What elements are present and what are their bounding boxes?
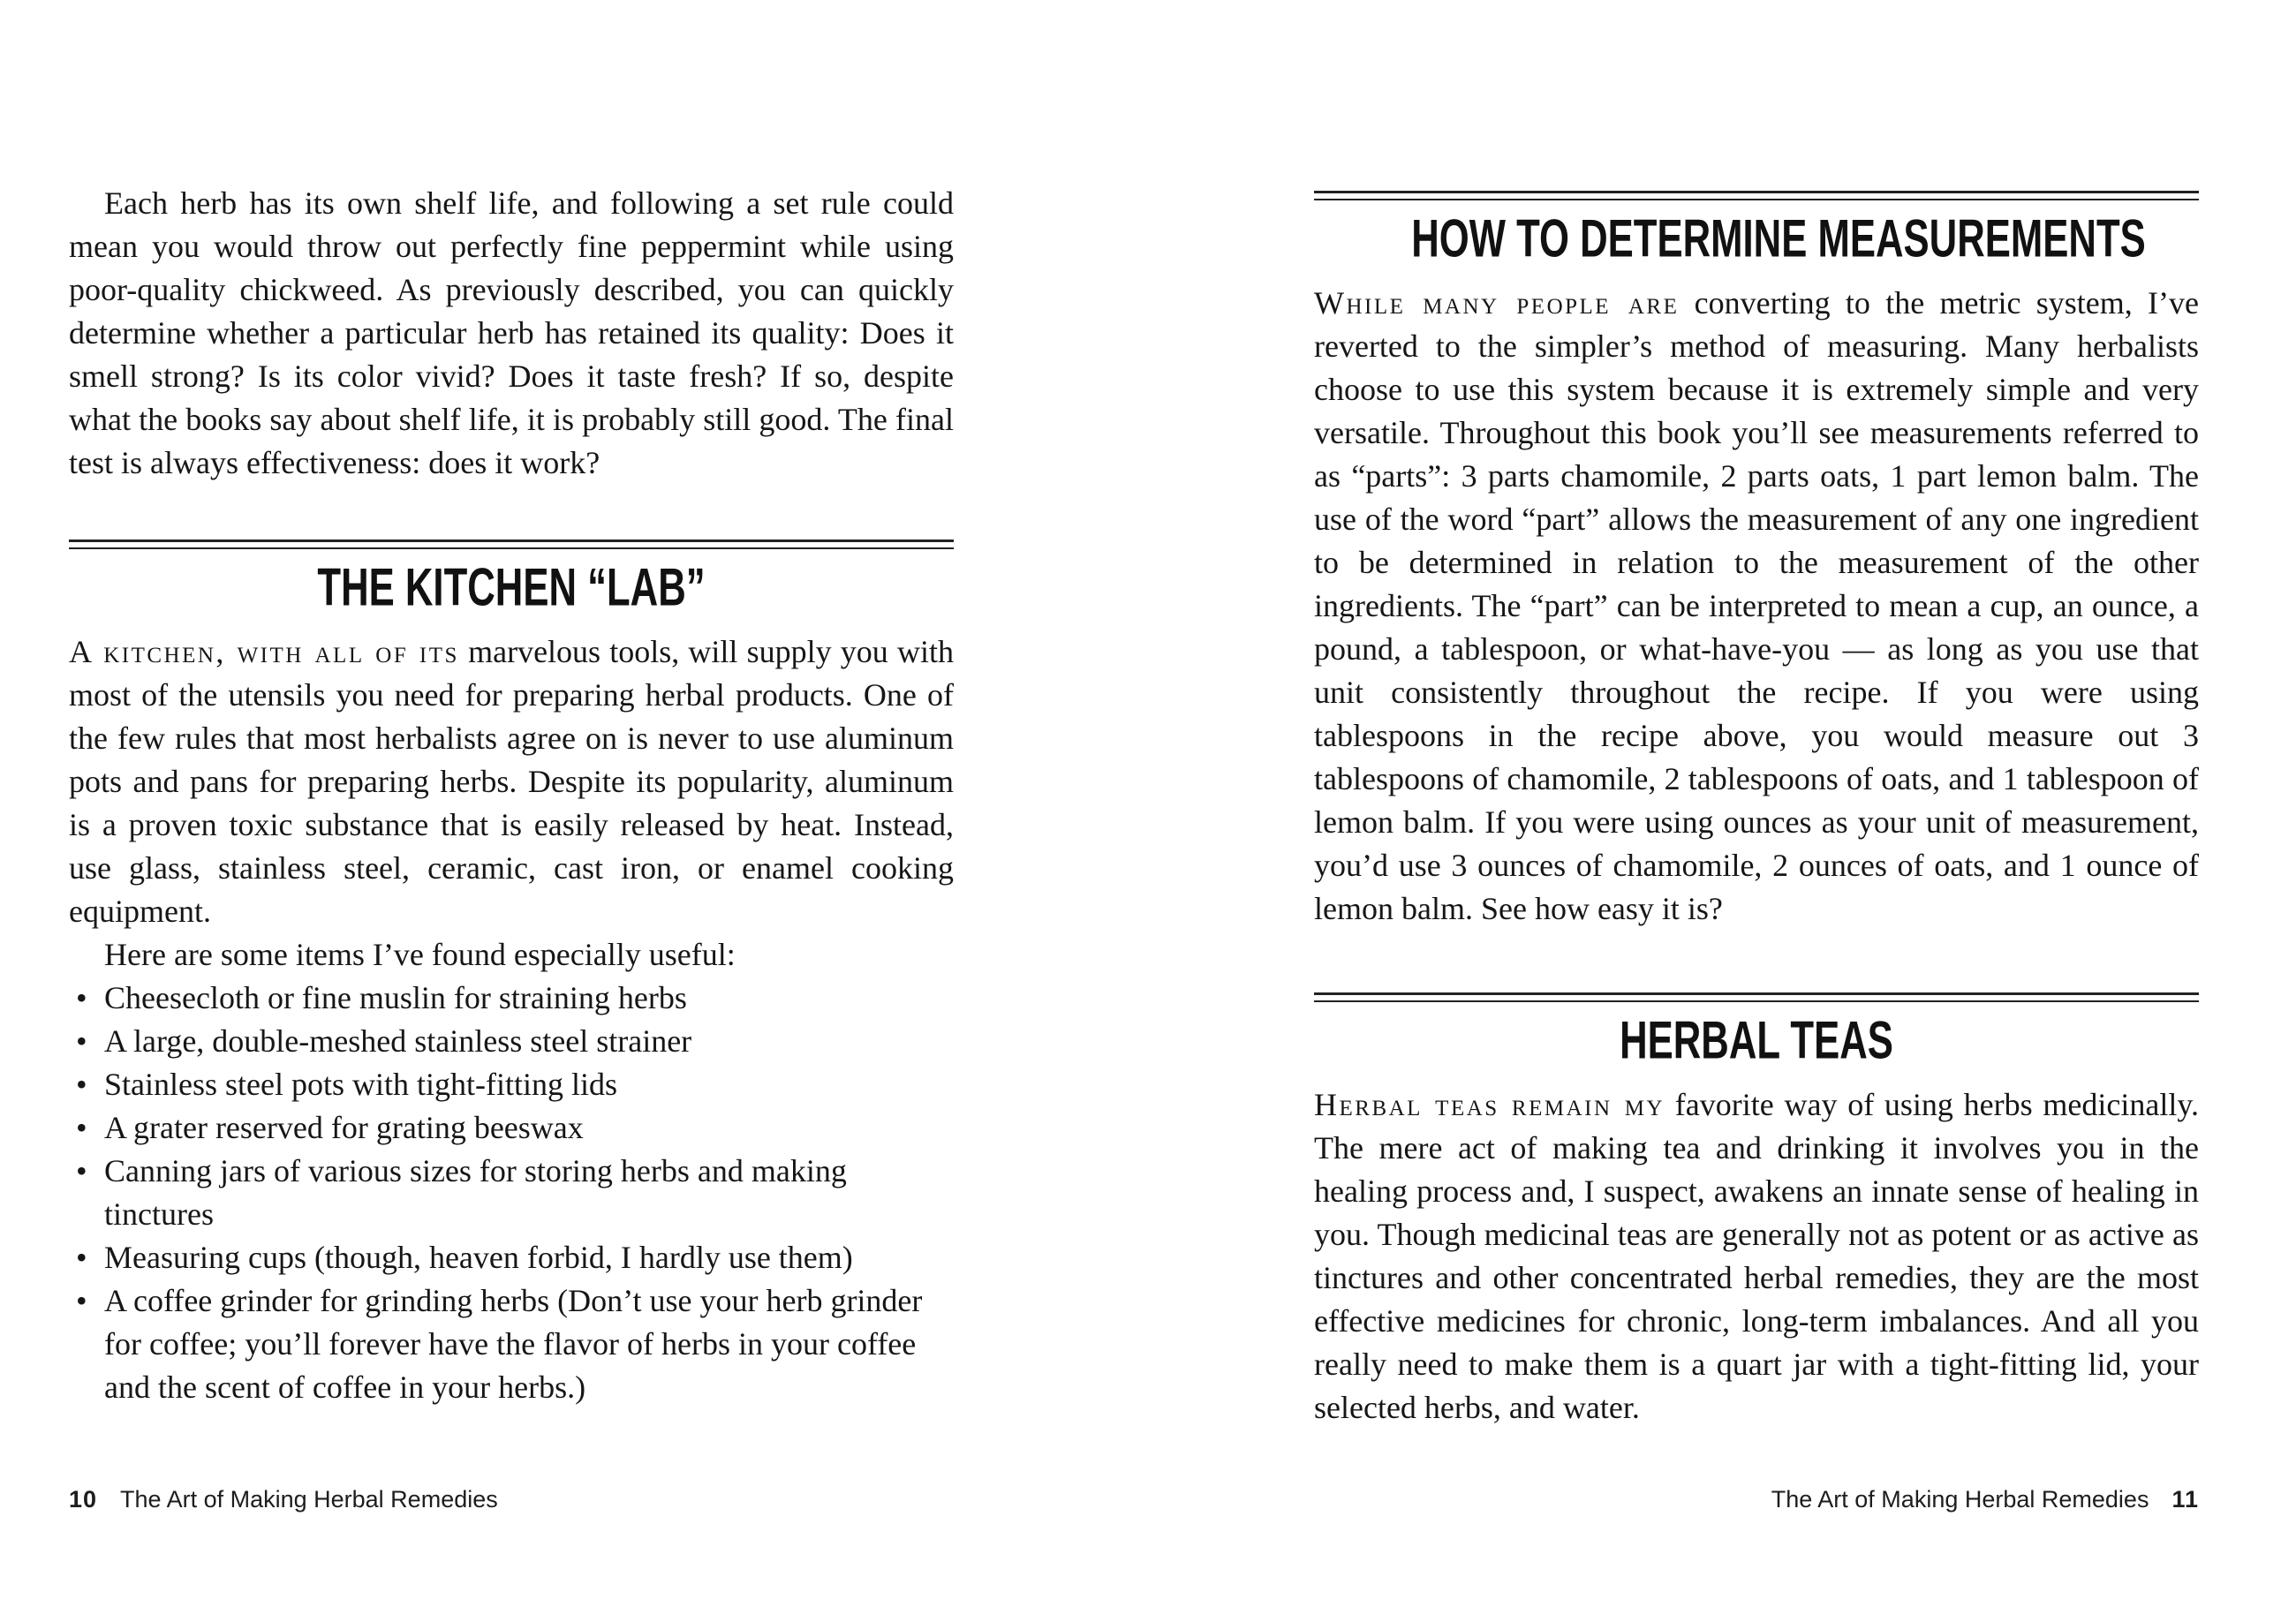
running-title: The Art of Making Herbal Remedies	[120, 1486, 498, 1513]
bullet-icon: •	[76, 980, 87, 1015]
list-item-text: A large, double-meshed stainless steel strainer	[104, 1023, 692, 1059]
right-page-footer	[1771, 1485, 2199, 1513]
list-item-text: Canning jars of various sizes for storing herbs and making tinctures	[104, 1153, 847, 1232]
kitchen-lab-heading: THE KITCHEN “LAB”	[317, 556, 706, 617]
list-item	[69, 1236, 954, 1279]
list-item	[69, 1020, 954, 1063]
kitchen-lab-paragraph	[69, 630, 954, 933]
list-item	[69, 1063, 954, 1106]
measurements-paragraph	[1314, 282, 2199, 931]
list-intro-line: Here are some items I’ve found especially useful:	[104, 937, 736, 972]
running-title: The Art of Making Herbal Remedies	[1771, 1486, 2149, 1513]
section-divider	[69, 539, 954, 549]
bullet-icon: •	[76, 1110, 87, 1145]
paragraph-text: favorite way of using herbs medicinally. The mere act of making tea and drinking it involves you in the healing process and, I suspect, awakens an innate sense of healing in you. Though medicinal teas are generally not as potent or as active as tinctures and other concentrated herbal remedies, they are the most effective medicines for chronic, long-term imbalances. And all you really need to make them is a quart jar with a tight-fitting lid, your selected herbs, and water.	[1314, 1087, 2199, 1425]
section-divider	[1314, 992, 2199, 1002]
page-number: 11	[2171, 1486, 2199, 1513]
list-item	[69, 1150, 954, 1236]
small-caps-lead-in: A kitchen, with all of its	[69, 634, 459, 669]
section-divider	[1314, 191, 2199, 200]
paragraph-text: marvelous tools, will supply you with most of the utensils you need for preparing herbal products. One of the few rules that most herbalists agree on is never to use aluminum pots and pans for preparing herbs. Despite its popularity, aluminum is a proven toxic substance that is easily released by heat. Instead, use glass, stainless steel, ceramic, cast iron, or enamel cooking equipment.	[69, 634, 954, 929]
list-item-text: Measuring cups (though, heaven forbid, I hardly use them)	[104, 1240, 853, 1275]
paragraph-text: converting to the metric system, I’ve reverted to the simpler’s method of measuring. Many herbalists choose to use this system because it is extremely simple and very versatile. Throughout this book you’ll see measurements referred to as “parts”: 3 parts chamomile, 2 parts oats, 1 part lemon balm. The use of the word “part” allows the measurement of any one ingredient to be determined in relation to the measurement of the other ingredients. The “part” can be interpreted to mean a cup, an ounce, a pound, a tablespoon, or what-have-you — as long as you use that unit consistently throughout the recipe. If you were using tablespoons in the recipe above, you would measure out 3 tablespoons of chamomile, 2 tablespoons of oats, and 1 tablespoon of lemon balm. If you were using ounces as your unit of measurement, you’d use 3 ounces of chamomile, 2 ounces of oats, and 1 ounce of lemon balm. See how easy it is?	[1314, 285, 2200, 926]
small-caps-lead-in: Herbal teas remain my	[1314, 1087, 1665, 1122]
right-page-column	[1314, 0, 2199, 1430]
bullet-icon: •	[76, 1067, 87, 1102]
list-item	[69, 1279, 954, 1409]
small-caps-lead-in: While many people are	[1314, 285, 1680, 321]
list-item	[69, 977, 954, 1020]
shelf-life-paragraph: Each herb has its own shelf life, and following a set rule could mean you would throw out perfectly fine peppermint while using poor-quality chickweed. As previously described, you can quickly determine whether a particular herb has retained its quality: Does it smell strong? Is its color vivid? Does it taste fresh? If so, despite what the books say about shelf life, it is probably still good. The final test is always effectiveness: does it work?	[69, 185, 954, 480]
bullet-icon: •	[76, 1153, 87, 1188]
bullet-icon: •	[76, 1240, 87, 1275]
list-item-text: Stainless steel pots with tight-fitting lids	[104, 1067, 617, 1102]
kitchen-items-list	[69, 977, 954, 1409]
herbal-teas-heading: HERBAL TEAS	[1620, 1009, 1893, 1070]
list-item-text: A coffee grinder for grinding herbs (Don’t use your herb grinder for coffee; you’ll forever have the flavor of herbs in your coffee and the scent of coffee in your herbs.)	[104, 1283, 923, 1405]
herbal-teas-paragraph	[1314, 1083, 2199, 1430]
bullet-icon: •	[76, 1023, 87, 1059]
bullet-icon: •	[76, 1283, 87, 1318]
list-item-text: A grater reserved for grating beeswax	[104, 1110, 584, 1145]
page-number: 10	[69, 1486, 98, 1513]
left-page-column	[69, 0, 954, 1409]
list-item	[69, 1106, 954, 1150]
list-item-text: Cheesecloth or fine muslin for straining herbs	[104, 980, 687, 1015]
measurements-heading: HOW TO DETERMINE MEASUREMENTS	[1411, 207, 2146, 268]
left-page-footer	[69, 1485, 498, 1513]
